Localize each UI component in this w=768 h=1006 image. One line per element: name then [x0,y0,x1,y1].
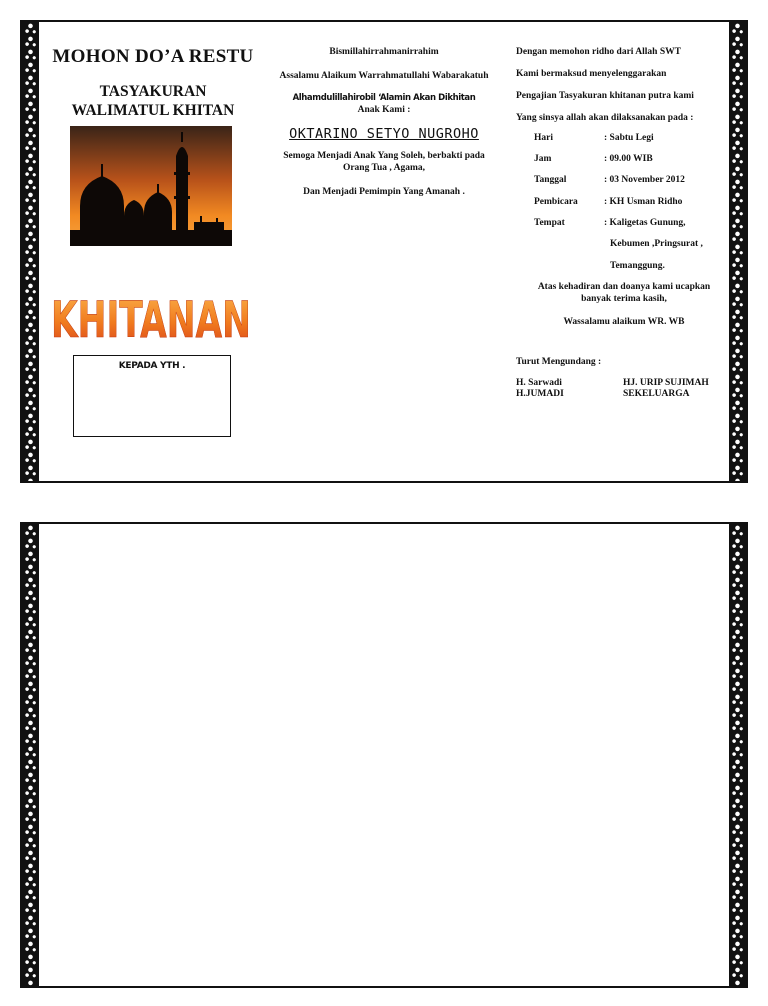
invitation-page-back [20,522,748,988]
khitanan-banner [46,287,256,349]
intro-line-4: Yang sinsya allah akan dilaksanakan pada : [516,113,694,123]
prayer-text-2: Dan Menjadi Pemimpin Yang Amanah . [303,187,465,197]
invitation-subtitle: TASYAKURAN WALIMATUL KHITAN [71,83,235,119]
inviter-2: H.JUMADI [516,389,564,399]
bismillah-text: Bismillahirrahmanirrahim [329,47,439,57]
detail-label: Pembicara [534,197,578,207]
right-column [516,46,716,399]
mosque-sunset-image [70,126,232,246]
detail-value: : 09.00 WIB [604,154,653,164]
detail-value: : Sabtu Legi [604,133,654,143]
detail-value: : Kaligetas Gunung, [604,218,686,228]
decorative-border-left [22,22,39,481]
detail-label: Tanggal [534,175,567,185]
invitation-page-front [20,20,748,483]
inviter-1: H. Sarwadi [516,378,562,388]
detail-label: Tempat [534,218,565,228]
thanks-text: Atas kehadiran dan doanya kami ucapkan banyak terima kasih, [537,282,711,304]
detail-label: Hari [534,133,553,143]
address-line-2: Kebumen ,Pringsurat , [610,239,703,249]
intro-line-2: Kami bermaksud menyelenggarakan [516,69,667,79]
invitation-title: MOHON DO’A RESTU [52,46,254,67]
inviters-label: Turut Mengundang : [516,357,602,367]
detail-value: : KH Usman Ridho [604,197,683,207]
anak-kami-text: Anak Kami : [357,105,411,115]
detail-value: : 03 November 2012 [604,175,685,185]
address-box [73,355,231,437]
decorative-border-right [729,22,746,481]
decorative-border-right [729,524,746,986]
middle-column [276,46,492,198]
greeting-text: Assalamu Alaikum Warrahmatullahi Wabarakatuh [279,71,489,81]
alhamdulillah-text: Alhamdulillahirobil ‘Alamin Akan Dikhitan [292,93,476,103]
khitanan-banner-text: KHITANAN [51,291,251,349]
closing-text: Wassalamu alaikum WR. WB [563,317,685,327]
address-box-label: KEPADA YTH . [118,361,186,371]
intro-line-1: Dengan memohon ridho dari Allah SWT [516,47,681,57]
child-name: OKTARINO SETYO NUGROHO [289,126,479,142]
address-line-3: Temanggung. [610,261,665,271]
inviter-3: HJ. URIP SUJIMAH [623,378,709,388]
intro-line-3: Pengajian Tasyakuran khitanan putra kami [516,91,694,101]
left-column [50,46,256,120]
detail-label: Jam [534,154,552,164]
decorative-border-left [22,524,39,986]
inviter-4: SEKELUARGA [623,389,690,399]
prayer-text-1: Semoga Menjadi Anak Yang Soleh, berbakti pada Orang Tua , Agama, [283,151,485,173]
